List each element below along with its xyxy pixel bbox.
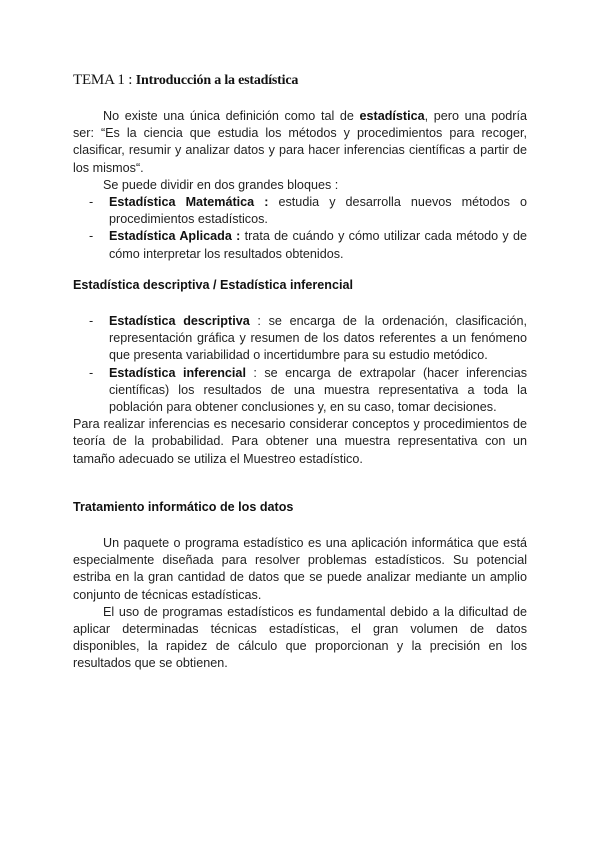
section3-paragraph-2: El uso de programas estadísticos es fundamental debido a la dificultad de aplicar determinadas técnicas estadísticas, el gran volumen de datos disponibles, la rapidez de cálculo que proporcionan y la precisión en los resultados que se obtienen.	[73, 604, 527, 671]
title-text: Introducción a la estadística	[135, 73, 299, 88]
list-item-text: estudia y desarrolla nuevos métodos o procedimientos estadísticos.	[109, 195, 527, 227]
intro-term: estadística	[359, 109, 425, 123]
section-heading-tratamiento-informatico: Tratamiento informático de los datos	[73, 500, 294, 514]
list-dash: -	[89, 365, 94, 380]
list-item-term: Estadística inferencial	[109, 365, 246, 380]
list-item	[73, 228, 527, 262]
list-item-term: Estadística Matemática :	[109, 195, 269, 210]
intro-list	[73, 194, 527, 263]
document-title	[73, 72, 298, 89]
title-prefix: TEMA 1 :	[73, 72, 136, 88]
section2-body	[73, 313, 527, 468]
list-item	[73, 365, 527, 417]
list-item-text: : se encarga de la ordenación, clasificación, representación gráfica y resumen de los datos referentes a un fenómeno que presenta variabilidad o incertidumbre para su estudio metódico.	[109, 314, 528, 363]
list-item-term: Estadística descriptiva	[109, 314, 250, 328]
list-item	[73, 313, 527, 365]
intro-paragraph	[73, 108, 527, 177]
section3-body	[73, 535, 527, 673]
intro-text-c: , pero una podría ser: “Es la ciencia que estudia los métodos y procedimientos para recoger, clasificar, resumir y analizar datos y para hacer inferencias científicas a partir de los mismos“.	[73, 109, 527, 175]
list-item	[73, 194, 527, 228]
list-item-text: trata de cuándo y cómo utilizar cada método y de cómo interpretar los resultados obtenidos.	[109, 229, 527, 261]
list-item-term: Estadística Aplicada :	[109, 229, 241, 244]
list-dash: -	[89, 314, 94, 328]
list-dash: -	[89, 229, 94, 244]
section-heading-descriptiva-inferencial: Estadística descriptiva / Estadística inferencial	[73, 278, 353, 292]
section2-closing-paragraph: Para realizar inferencias es necesario considerar conceptos y procedimientos de teoría de la probabilidad. Para obtener una muestra representativa con un tamaño adecuado se utiliza el Muestreo estadístico.	[73, 417, 527, 466]
list-item-text: : se encarga de extrapolar (hacer inferencias científicas) los resultados de una muestra representativa a toda la población para obtener conclusiones y, en su caso, tomar decisiones.	[109, 365, 527, 415]
list-dash: -	[89, 195, 94, 210]
section3-paragraph-1: Un paquete o programa estadístico es una aplicación informática que está especialmente diseñada para resolver problemas estadísticos. Su potencial estriba en la gran cantidad de datos que se puede analizar mediante un amplio conjunto de técnicas estadísticas.	[73, 536, 527, 602]
section2-list	[73, 313, 527, 416]
intro-text-a: No existe una única definición como tal de	[103, 109, 360, 123]
intro-blocks-sentence: Se puede dividir en dos grandes bloques :	[103, 177, 339, 192]
intro-section	[73, 108, 527, 263]
